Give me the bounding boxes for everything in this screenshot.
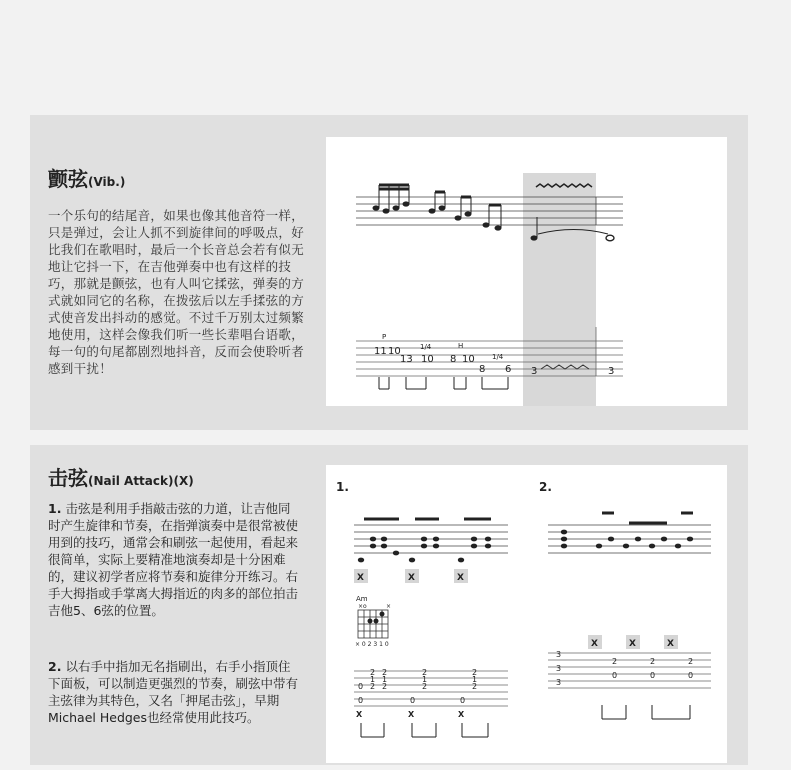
example-2-label: 2. [539,480,552,494]
tab-number: 11 [374,346,387,357]
tab-number: 10 [388,346,401,357]
tab-digit: 2 [650,657,656,666]
chord-mute: × [386,603,392,610]
tab-digit: 3 [556,678,562,687]
tab-number: 13 [400,354,413,365]
tab-digit: 2 [370,682,376,691]
tab-number: 10 [462,354,475,365]
chord-name: Am [356,595,368,603]
vibrato-paragraph: 一个乐句的结尾音，如果也像其他音符一样，只是弹过，会让人抓不到旋律间的呼吸点，好比我们在歌唱时，最后一个长音总会若有似无地让它抖一下，在吉他弹奏中也有这样的技巧，那就是颤弦，也有人叫它揉弦，弹奏的方式就如同它的名称，在拨弦后以左手揉弦的方式使音发出抖动的感觉。不过千万别太过频繁地使用，这样会像我们听一些长辈唱台语歌，每一句的句尾都剧烈地抖音，反而会使聆听者感到干扰！ [48,208,305,376]
nail-attack-score [326,465,727,763]
tab-number: 3 [608,366,615,377]
vibrato-stems [379,185,537,238]
ex2-x-marks [588,635,678,649]
tab-number: 3 [531,366,538,377]
tab-digit: 0 [358,696,364,705]
tab-digit: 0 [650,671,656,680]
vibrato-title-en: (Vib.) [88,175,126,189]
nail-attack-title [48,462,194,491]
x-mark: X [458,710,465,719]
tab-digit: 2 [422,668,428,677]
x-mark: X [667,639,674,649]
x-mark: X [408,573,415,583]
ex1-tab-x-marks [356,710,465,719]
tab-digit: 1 [370,675,376,684]
tab-digit: 0 [358,682,364,691]
tab-digit: 2 [370,668,376,677]
tab-number: 10 [421,354,434,365]
vibrato-title-cn: 颤弦 [48,167,88,191]
tab-digit: 1 [422,675,428,684]
chord-open: ×o [358,603,367,610]
tab-digit: 2 [382,682,388,691]
tab-digit: 2 [612,657,618,666]
tab-digit: 0 [612,671,618,680]
tab-digit: 1 [382,675,388,684]
tab-mark: H [458,342,464,350]
x-mark: X [457,573,464,583]
vibrato-score [326,137,727,406]
ex1-tab-staff [354,671,508,706]
ex2-staff [548,525,711,553]
nail-attack-title-en: (Nail Attack)(X) [88,474,194,488]
x-mark: X [629,639,636,649]
tab-mark: 1/4 [492,353,504,361]
item-number: 1. [48,501,62,516]
vibrato-tab-rhythm [379,377,508,389]
ex2-beams [602,513,693,523]
item-text: 击弦是利用手指敲击弦的力道，让吉他同时产生旋律和节奏，在指弹演奏中是很常被使用到的技巧，通常会和刷弦一起使用，看起来很简单，实际上要精准地演奏却是十分困难的，建议初学者应将节奏和旋律分开练习。右手大拇指或手掌离大拇指近的肉多的部位拍击吉他5、6弦的位置。 [48,501,299,618]
vibrato-beams [379,185,501,205]
tab-digit: 2 [472,682,478,691]
tab-mark: 1/4 [420,343,432,351]
tab-digit: 1 [472,675,478,684]
item-number: 2. [48,659,62,674]
vibrato-title [48,163,125,192]
tab-digit: 0 [688,671,694,680]
tab-number: 6 [505,364,512,375]
tab-mark: P [382,333,387,341]
tab-digit: 0 [460,696,466,705]
nail-attack-title-cn: 击弦 [48,466,88,490]
tab-digit: 2 [382,668,388,677]
tab-digit: 3 [556,650,562,659]
ex1-notes [358,537,491,563]
nail-attack-notation-svg [326,465,727,763]
x-mark: X [357,573,364,583]
tab-digit: 2 [422,682,428,691]
nail-attack-item-1 [48,500,300,619]
x-mark: X [591,639,598,649]
tab-number: 8 [479,364,486,375]
tab-digit: 2 [472,668,478,677]
item-text: 以右手中指加无名指刷出，右手小指顶住下面板，可以制造更强烈的节奏，刷弦中带有主弦律为其特色，又名「押尾击弦」，早期Michael Hedges也经常使用此技巧。 [48,659,299,725]
tab-digit: 2 [688,657,694,666]
nail-attack-item-2 [48,658,300,726]
chord-fingers: × 0 2 3 1 0 [355,641,389,648]
tab-number: 8 [450,354,457,365]
vibrato-notation-svg [326,137,727,406]
example-1-label: 1. [336,480,349,494]
ex1-x-marks [354,569,468,583]
chord-diagram-am [355,595,391,648]
x-mark: X [356,710,363,719]
ex2-tab-digits [556,650,693,687]
tab-digit: 3 [556,664,562,673]
ex2-tab-staff [548,653,711,688]
x-mark: X [408,710,415,719]
tab-digit: 0 [410,696,416,705]
ex1-tab-digits [358,668,477,705]
